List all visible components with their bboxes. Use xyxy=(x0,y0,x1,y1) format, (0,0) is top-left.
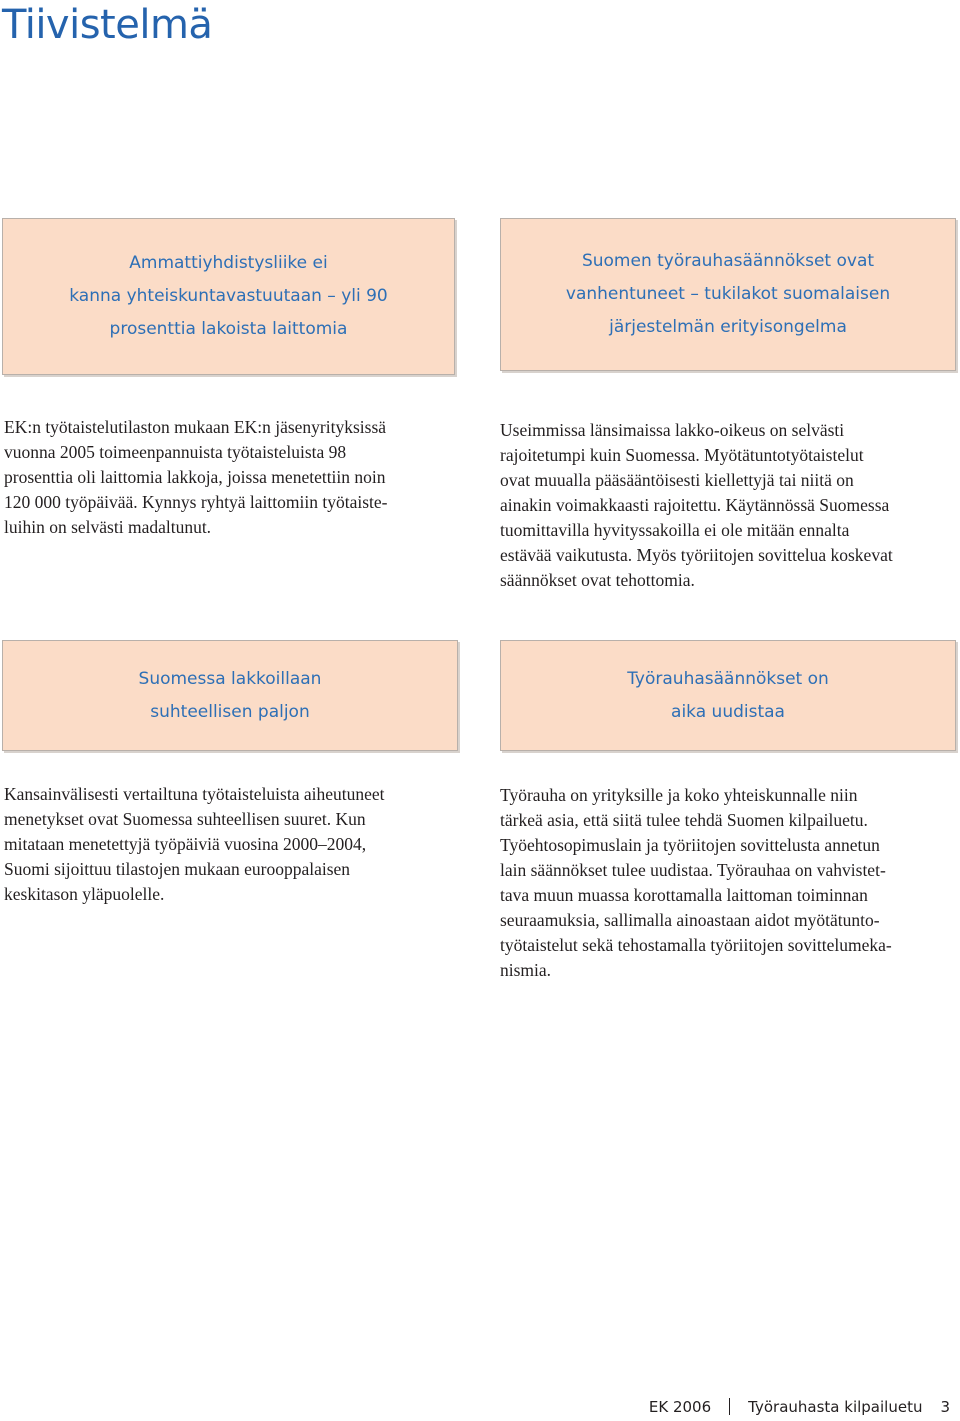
callout-top-left xyxy=(2,218,455,375)
page-footer xyxy=(649,1396,950,1418)
callout-top-right xyxy=(500,218,956,371)
footer-divider xyxy=(729,1398,730,1415)
callout-bottom-left xyxy=(2,640,458,751)
paragraph-top-right: Useimmissa länsimaissa lakko-oikeus on selvästi rajoitetumpi kuin Suomessa. Myötätuntotyötaistelut ovat muualla pääsääntöisesti kiellettyjä tai niitä on ainakin voimakkaasti rajoitettu. Käytännössä Suomessa tuomittavilla hyvityssakoilla ei ole mitään ennalta estävää vaikutusta. Myös työriitojen sovittelua koskevat säännökset ovat tehottomia. xyxy=(500,420,893,590)
callout-top-right-text: Suomen työrauhasäännökset ovat vanhentuneet – tukilakot suomalaisen järjestelmän erityisongelma xyxy=(565,251,891,337)
paragraph-bottom-left: Kansainvälisesti vertailtuna työtaisteluista aiheutuneet menetykset ovat Suomessa suhteellisen suuret. Kun mitataan menetettyjä työpäiviä vuosina 2000–2004, Suomi sijoittuu tilastojen mukaan eurooppalaisen keskitason yläpuolelle. xyxy=(4,784,385,904)
footer-publisher: EK 2006 xyxy=(648,1398,712,1416)
page-title: Tiivistelmä xyxy=(2,2,213,48)
callout-bottom-left-text: Suomessa lakkoillaan suhteellisen paljon xyxy=(138,668,322,722)
paragraph-bottom-right: Työrauha on yrityksille ja koko yhteiskunnalle niin tärkeä asia, että siitä tulee tehdä Suomen kilpailuetu. Työehtosopimuslain ja työriitojen sovittelusta annetun lain säännökset tulee uudistaa. Työrauhaa on vahvistet- tava muun muassa korottamalla laittoman toiminnan seuraamuksia, sallimalla ainoastaan aidot myötätunto- työtaistelut sekä tehostamalla työriitojen sovittelumeka- nismia. xyxy=(500,785,892,980)
callout-bottom-right xyxy=(500,640,956,751)
callout-bottom-right-text: Työrauhasäännökset on aika uudistaa xyxy=(627,668,829,722)
callout-top-left-text: Ammattiyhdistysliike ei kanna yhteiskuntavastuutaan – yli 90 prosenttia lakoista laittomia xyxy=(69,253,388,339)
paragraph-top-left: EK:n työtaistelutilaston mukaan EK:n jäsenyrityksissä vuonna 2005 toimeenpannuista työtaisteluista 98 prosenttia oli laittomia lakkoja, joissa menetettiin noin 120 000 työpäivää. Kynnys ryhtyä laittomiin työtaiste- luihin on selvästi madaltunut. xyxy=(4,417,388,537)
footer-publication-title: Työrauhasta kilpailuetu xyxy=(748,1398,923,1416)
page-number: 3 xyxy=(940,1398,950,1416)
